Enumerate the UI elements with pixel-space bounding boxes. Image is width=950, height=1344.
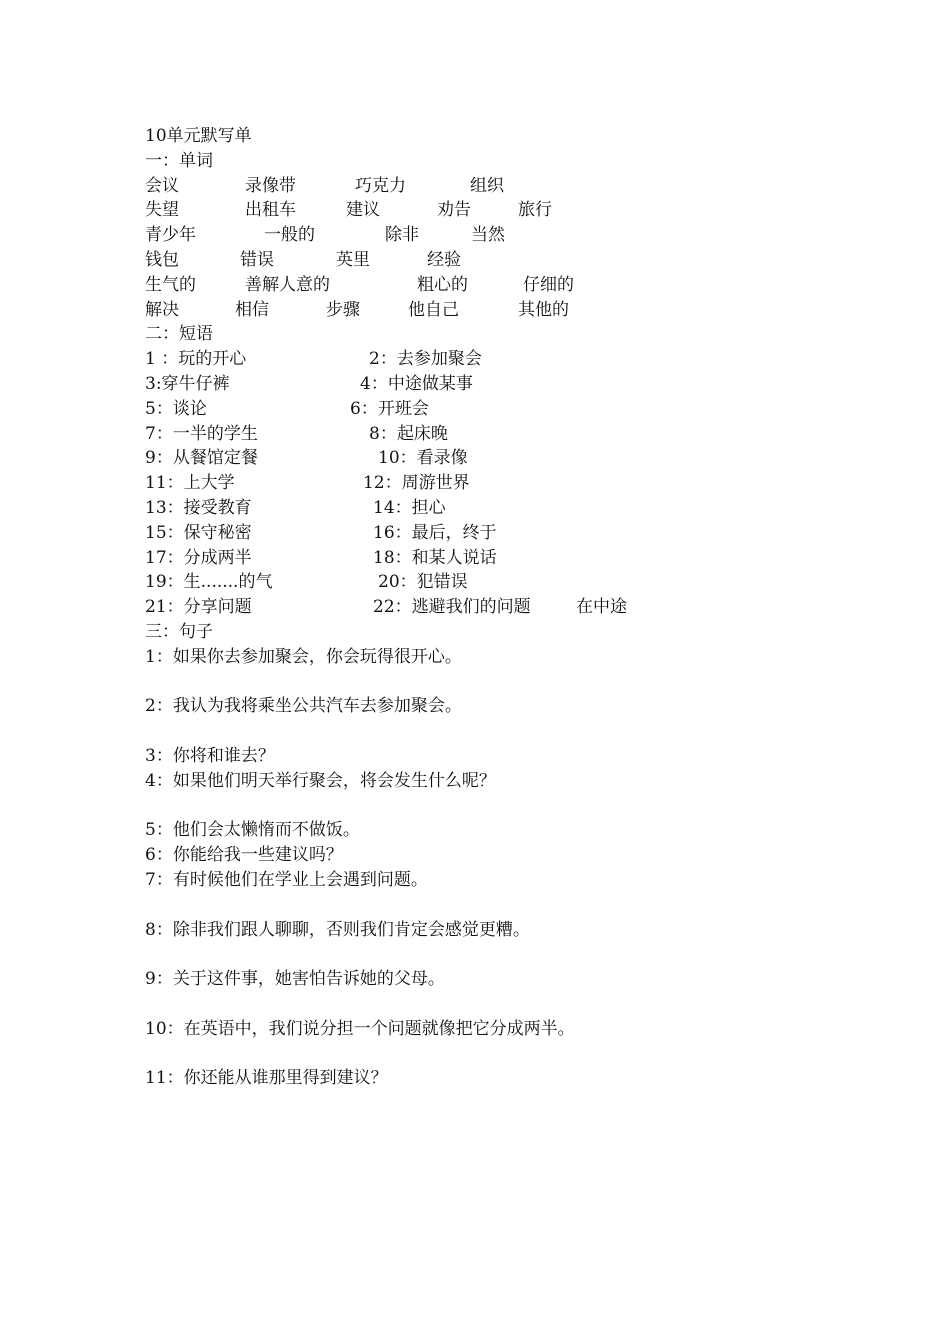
word-item: 劝告	[437, 200, 471, 221]
blank-line	[145, 992, 845, 1017]
word-row	[145, 298, 845, 323]
word-item: 巧克力	[355, 175, 406, 196]
sentence-item: 5：他们会太懒惰而不做饭。	[145, 820, 360, 841]
sentence-item: 10：在英语中，我们说分担一个问题就像把它分成两半。	[145, 1018, 575, 1039]
word-item: 英里	[336, 249, 370, 270]
phrase-row	[145, 471, 845, 496]
word-item: 解决	[145, 299, 179, 320]
word-item: 他自己	[408, 299, 459, 320]
sentence-item: 11：你还能从谁那里得到建议？	[145, 1068, 388, 1089]
word-item: 录像带	[245, 175, 296, 196]
word-item: 粗心的	[417, 274, 468, 295]
word-item: 生气的	[145, 274, 196, 295]
phrase-item: 2：去参加聚会	[369, 349, 482, 370]
word-item: 除非	[385, 225, 419, 246]
word-row	[145, 198, 845, 223]
phrase-row	[145, 521, 845, 546]
phrase-row	[145, 570, 845, 595]
word-item: 一般的	[264, 225, 315, 246]
word-item: 善解人意的	[245, 274, 330, 295]
phrase-row	[145, 496, 845, 521]
document-title	[145, 124, 845, 149]
phrase-item: 20：犯错误	[378, 572, 468, 593]
phrase-item: 22：逃避我们的问题	[373, 597, 531, 618]
phrase-item: 8：起床晚	[369, 423, 448, 444]
sentence-item: 7：有时候他们在学业上会遇到问题。	[145, 869, 428, 890]
word-item: 钱包	[145, 249, 179, 270]
phrase-item: 6：开班会	[350, 398, 429, 419]
word-row	[145, 174, 845, 199]
phrase-item: 4：中途做某事	[360, 373, 473, 394]
sentence-item: 3：你将和谁去？	[145, 745, 275, 766]
phrase-item: 5：谈论	[145, 398, 207, 419]
phrase-item: 14：担心	[373, 497, 446, 518]
phrase-item: 7：一半的学生	[145, 423, 258, 444]
word-item: 建议	[346, 200, 380, 221]
word-row	[145, 273, 845, 298]
phrase-row	[145, 372, 845, 397]
phrase-row	[145, 397, 845, 422]
sentence-item: 1：如果你去参加聚会，你会玩得很开心。	[145, 646, 462, 667]
phrase-item: 18：和某人说话	[373, 547, 497, 568]
blank-line	[145, 893, 845, 918]
sentence-item: 4：如果他们明天举行聚会，将会发生什么呢？	[145, 770, 496, 791]
word-item: 出租车	[245, 200, 296, 221]
sentence-item: 8：除非我们跟人聊聊，否则我们肯定会感觉更糟。	[145, 919, 530, 940]
phrase-item: 在中途	[576, 597, 627, 618]
blank-line	[145, 1041, 845, 1066]
phrase-item: 9：从餐馆定餐	[145, 448, 258, 469]
title-text: 10单元默写单	[145, 126, 252, 146]
phrase-item: 15：保守秘密	[145, 522, 252, 543]
phrase-row	[145, 446, 845, 471]
phrase-item: 17：分成两半	[145, 547, 252, 568]
word-item: 仔细的	[523, 274, 574, 295]
section-heading-phrases: 二：短语	[145, 324, 213, 345]
word-item: 经验	[427, 249, 461, 270]
phrase-row	[145, 595, 845, 620]
phrase-item: 1 ：玩的开心	[145, 349, 247, 370]
blank-line	[145, 670, 845, 695]
phrase-row	[145, 347, 845, 372]
sentence-item: 2：我认为我将乘坐公共汽车去参加聚会。	[145, 696, 462, 717]
phrase-item: 11：上大学	[145, 473, 235, 494]
section-heading-words: 一：单词	[145, 150, 213, 171]
document-body	[145, 124, 845, 1091]
sentence-item: 9：关于这件事，她害怕告诉她的父母。	[145, 969, 445, 990]
word-item: 相信	[235, 299, 269, 320]
phrase-row	[145, 422, 845, 447]
word-row	[145, 223, 845, 248]
word-item: 错误	[240, 249, 274, 270]
phrase-item: 21：分享问题	[145, 597, 252, 618]
word-item: 其他的	[518, 299, 569, 320]
word-item: 青少年	[145, 225, 196, 246]
phrase-item: 3:穿牛仔裤	[145, 373, 230, 394]
phrase-item: 16：最后，终于	[373, 522, 497, 543]
word-item: 会议	[145, 175, 179, 196]
phrase-item: 13：接受教育	[145, 497, 252, 518]
phrase-item: 10：看录像	[378, 448, 468, 469]
blank-line	[145, 794, 845, 819]
sentence-item: 6：你能给我一些建议吗？	[145, 845, 343, 866]
blank-line	[145, 942, 845, 967]
word-item: 失望	[145, 200, 179, 221]
word-item: 步骤	[326, 299, 360, 320]
word-item: 当然	[471, 225, 505, 246]
phrase-item: 12：周游世界	[363, 473, 470, 494]
blank-line	[145, 719, 845, 744]
word-item: 组织	[470, 175, 504, 196]
phrase-row	[145, 546, 845, 571]
word-item: 旅行	[518, 200, 552, 221]
phrase-item: 19：生.......的气	[145, 572, 273, 593]
section-heading-sentences: 三：句子	[145, 621, 213, 642]
word-row	[145, 248, 845, 273]
